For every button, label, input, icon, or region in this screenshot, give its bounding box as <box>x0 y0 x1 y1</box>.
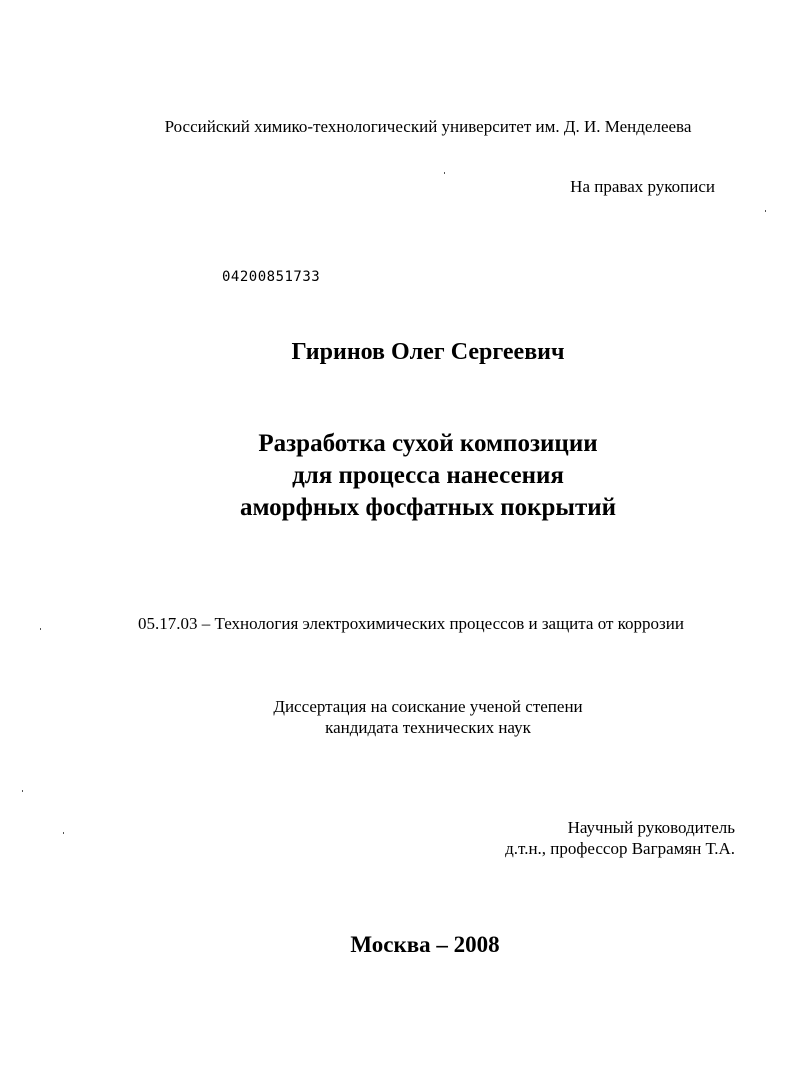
title-line: Разработка сухой композиции <box>258 430 598 457</box>
city-year: Москва – 2008 <box>350 932 500 957</box>
specialty-code: 05.17.03 – Технология электрохимических процессов и защита от коррозии <box>138 614 684 633</box>
scan-speck <box>63 832 64 834</box>
degree-line: Диссертация на соискание ученой степени <box>273 697 583 716</box>
title-line: аморфных фосфатных покрытий <box>239 494 617 521</box>
scan-speck <box>444 172 445 174</box>
degree-statement <box>0 696 792 738</box>
scan-speck <box>22 790 23 792</box>
title-line: для процесса нанесения <box>292 462 564 489</box>
supervisor-line: Научный руководитель <box>567 818 735 837</box>
supervisor-block <box>505 817 735 859</box>
author-name: Гиринов Олег Сергеевич <box>291 339 565 365</box>
supervisor-line: д.т.н., профессор Ваграмян Т.А. <box>505 839 735 858</box>
degree-line: кандидата технических наук <box>325 718 531 737</box>
registration-code: 04200851733 <box>222 269 321 285</box>
rights-notice: На правах рукописи <box>570 177 715 196</box>
scan-speck <box>40 628 41 630</box>
university-name: Российский химико-технологический университет им. Д. И. Менделеева <box>164 117 692 136</box>
scan-speck <box>765 210 766 212</box>
dissertation-title <box>0 428 792 524</box>
